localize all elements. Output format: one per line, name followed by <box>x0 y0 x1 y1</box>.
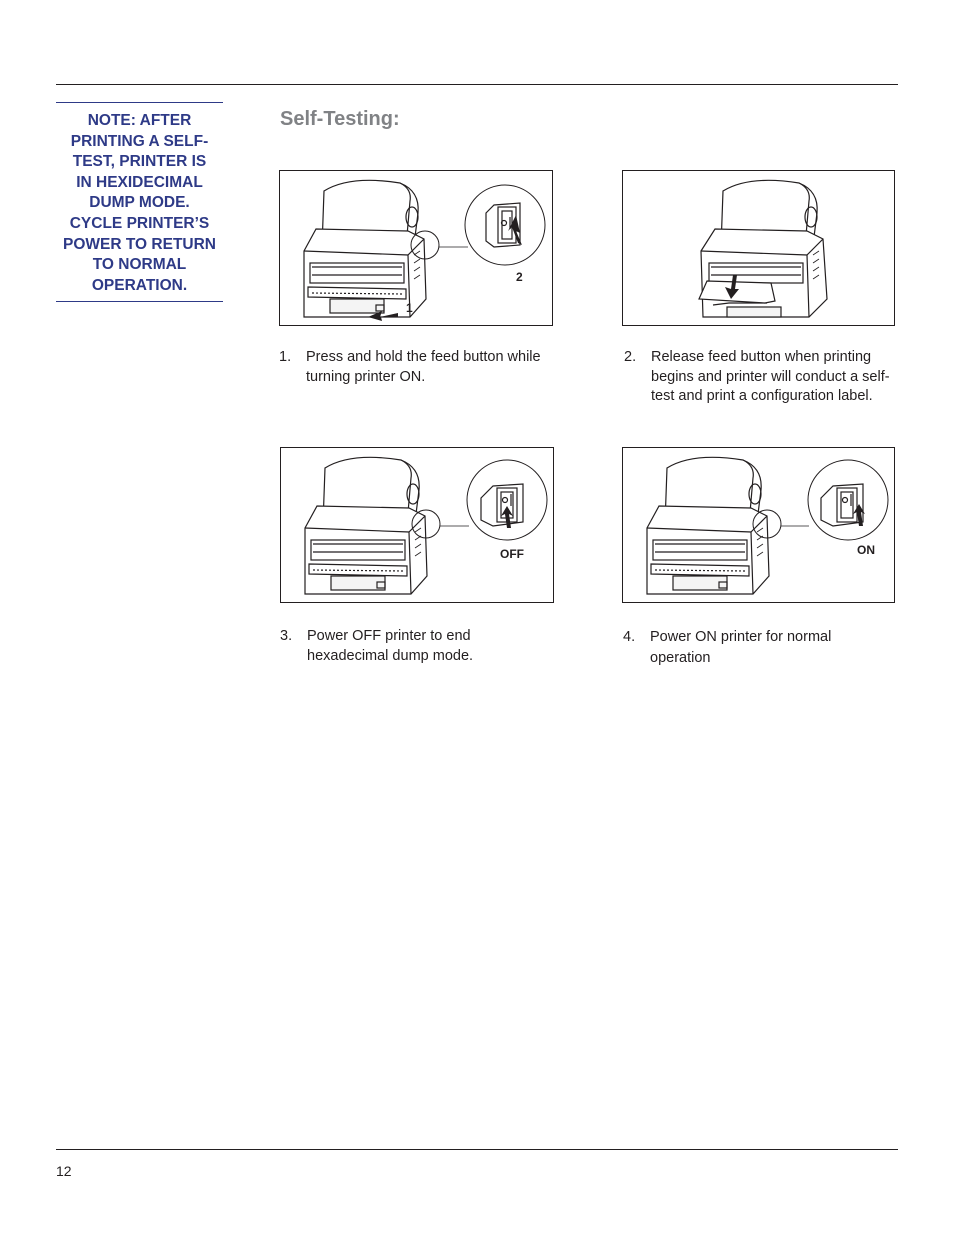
callout-off: OFF <box>500 547 524 561</box>
note-line: PRINTING A SELF- <box>70 132 209 150</box>
step-number: 4. <box>623 629 636 645</box>
callout-on: ON <box>857 543 875 557</box>
page-number: 12 <box>56 1163 72 1179</box>
note-line: DUMP MODE. <box>89 194 190 212</box>
header-rule <box>56 84 898 85</box>
step-text <box>307 627 473 666</box>
note-text <box>56 111 223 296</box>
note-line: CYCLE PRINTER’S <box>69 214 210 232</box>
printer-illustration <box>623 448 894 602</box>
figure-step-3 <box>280 447 554 603</box>
figure-step-1 <box>279 170 553 326</box>
callout-1: 1 <box>406 301 413 315</box>
note-line: TO NORMAL <box>92 256 187 274</box>
note-line: POWER TO RETURN <box>63 235 216 253</box>
figure-step-2 <box>622 170 895 326</box>
note-line: NOTE: AFTER <box>87 112 192 129</box>
section-title: Self-Testing: <box>280 108 400 130</box>
step-line: Release feed button when printing <box>651 349 872 365</box>
note-line: OPERATION. <box>91 276 188 294</box>
step-number: 1. <box>279 349 292 365</box>
step-line: Power ON printer for normal <box>650 629 832 645</box>
step-line: begins and printer will conduct a self- <box>651 368 890 385</box>
step-line: turning printer ON. <box>306 368 426 385</box>
step-text <box>650 627 831 669</box>
step-text <box>651 348 890 407</box>
footer-rule <box>56 1149 898 1150</box>
side-note <box>56 102 223 302</box>
step-line: Power OFF printer to end <box>307 628 471 644</box>
figure-step-4 <box>622 447 895 603</box>
printer-illustration <box>280 171 552 325</box>
step-line: test and print a configuration label. <box>651 388 873 404</box>
step-number: 2. <box>624 349 637 365</box>
note-line: TEST, PRINTER IS <box>72 153 207 171</box>
step-number: 3. <box>280 628 293 644</box>
step-line: operation <box>650 650 711 666</box>
note-line: IN HEXIDECIMAL <box>76 173 203 191</box>
callout-2: 2 <box>516 270 523 284</box>
step-text <box>306 348 541 387</box>
printer-illustration <box>281 448 553 602</box>
printer-illustration <box>623 171 894 325</box>
step-line: Press and hold the feed button while <box>306 349 541 365</box>
step-line: hexadecimal dump mode. <box>307 647 474 664</box>
